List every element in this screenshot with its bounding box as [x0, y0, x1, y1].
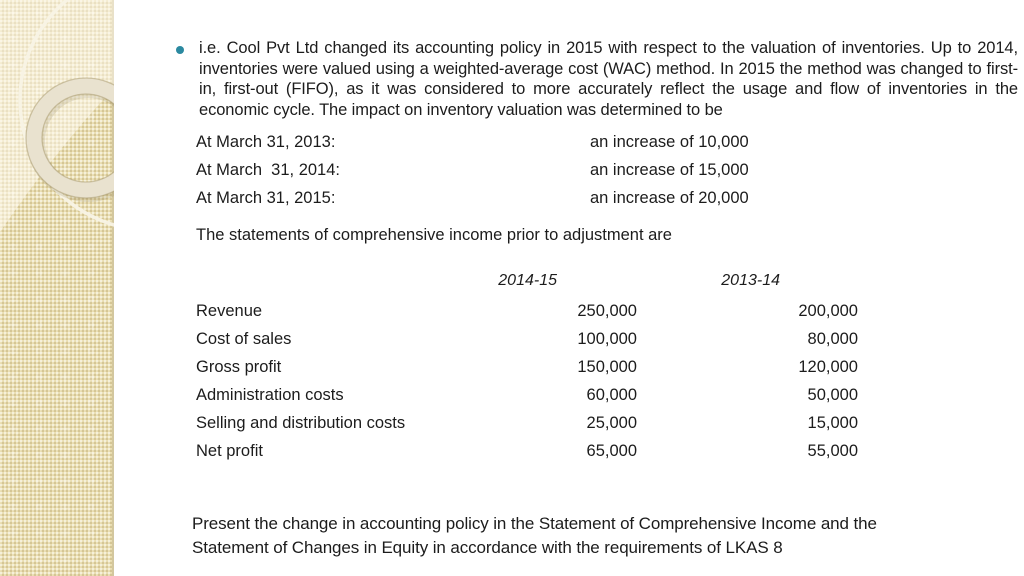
table-row [196, 328, 858, 356]
row-label: Gross profit [196, 358, 282, 376]
impact-row [196, 187, 776, 215]
row-label: Revenue [196, 302, 263, 320]
impact-amount-value: an increase of 10,000 [590, 133, 749, 151]
row-label: Net profit [196, 442, 263, 460]
table-header-row [196, 270, 858, 300]
row-value-2013-14: 50,000 [807, 386, 858, 404]
table-row [196, 356, 858, 384]
row-value-2013-14: 15,000 [807, 414, 858, 432]
column-header-2014-15: 2014-15 [498, 272, 557, 289]
impact-date-label: At March 31, 2015: [196, 189, 336, 207]
row-value-2013-14: 55,000 [807, 442, 858, 460]
impact-amount-value: an increase of 20,000 [590, 189, 749, 207]
row-value-2013-14: 120,000 [798, 358, 858, 376]
impact-row [196, 131, 776, 159]
row-value-2013-14: 200,000 [798, 302, 858, 320]
column-header-2013-14: 2013-14 [721, 272, 780, 289]
row-value-2014-15: 60,000 [586, 386, 637, 404]
income-statement-table [196, 270, 858, 468]
statements-intro-line: The statements of comprehensive income prior to adjustment are [196, 226, 672, 244]
table-header-spacer [196, 270, 446, 300]
table-row [196, 440, 858, 468]
table-row [196, 384, 858, 412]
row-value-2013-14: 80,000 [807, 330, 858, 348]
bullet-icon [176, 46, 184, 54]
row-value-2014-15: 250,000 [577, 302, 637, 320]
row-value-2014-15: 25,000 [586, 414, 637, 432]
table-row [196, 412, 858, 440]
impact-list [196, 131, 776, 215]
impact-date-label: At March 31, 2013: [196, 133, 336, 151]
sidebar-decoration [0, 0, 114, 576]
row-value-2014-15: 100,000 [577, 330, 637, 348]
row-label: Administration costs [196, 386, 344, 404]
row-value-2014-15: 150,000 [577, 358, 637, 376]
row-label: Selling and distribution costs [196, 414, 406, 432]
sidebar-rings-decoration [0, 0, 114, 576]
impact-date-label: At March 31, 2014: [196, 161, 340, 179]
impact-amount-value: an increase of 15,000 [590, 161, 749, 179]
intro-paragraph: i.e. Cool Pvt Ltd changed its accounting policy in 2015 with respect to the valuation of inventories. Up to 2014, inventories were valued using a weighted-average cost (WAC) method. In 2015 the method was changed to first-in, first-out (FIFO), as it was considered to more accurately reflect the usage and flow of inventories in the economic cycle. The impact on inventory valuation was determined to be [199, 39, 1018, 119]
directive-paragraph: Present the change in accounting policy in the Statement of Comprehensive Income and the Statement of Changes in Equity in accordance with the requirements of LKAS 8 [192, 514, 877, 557]
table-row [196, 300, 858, 328]
row-label: Cost of sales [196, 330, 292, 348]
row-value-2014-15: 65,000 [586, 442, 637, 460]
impact-row [196, 159, 776, 187]
